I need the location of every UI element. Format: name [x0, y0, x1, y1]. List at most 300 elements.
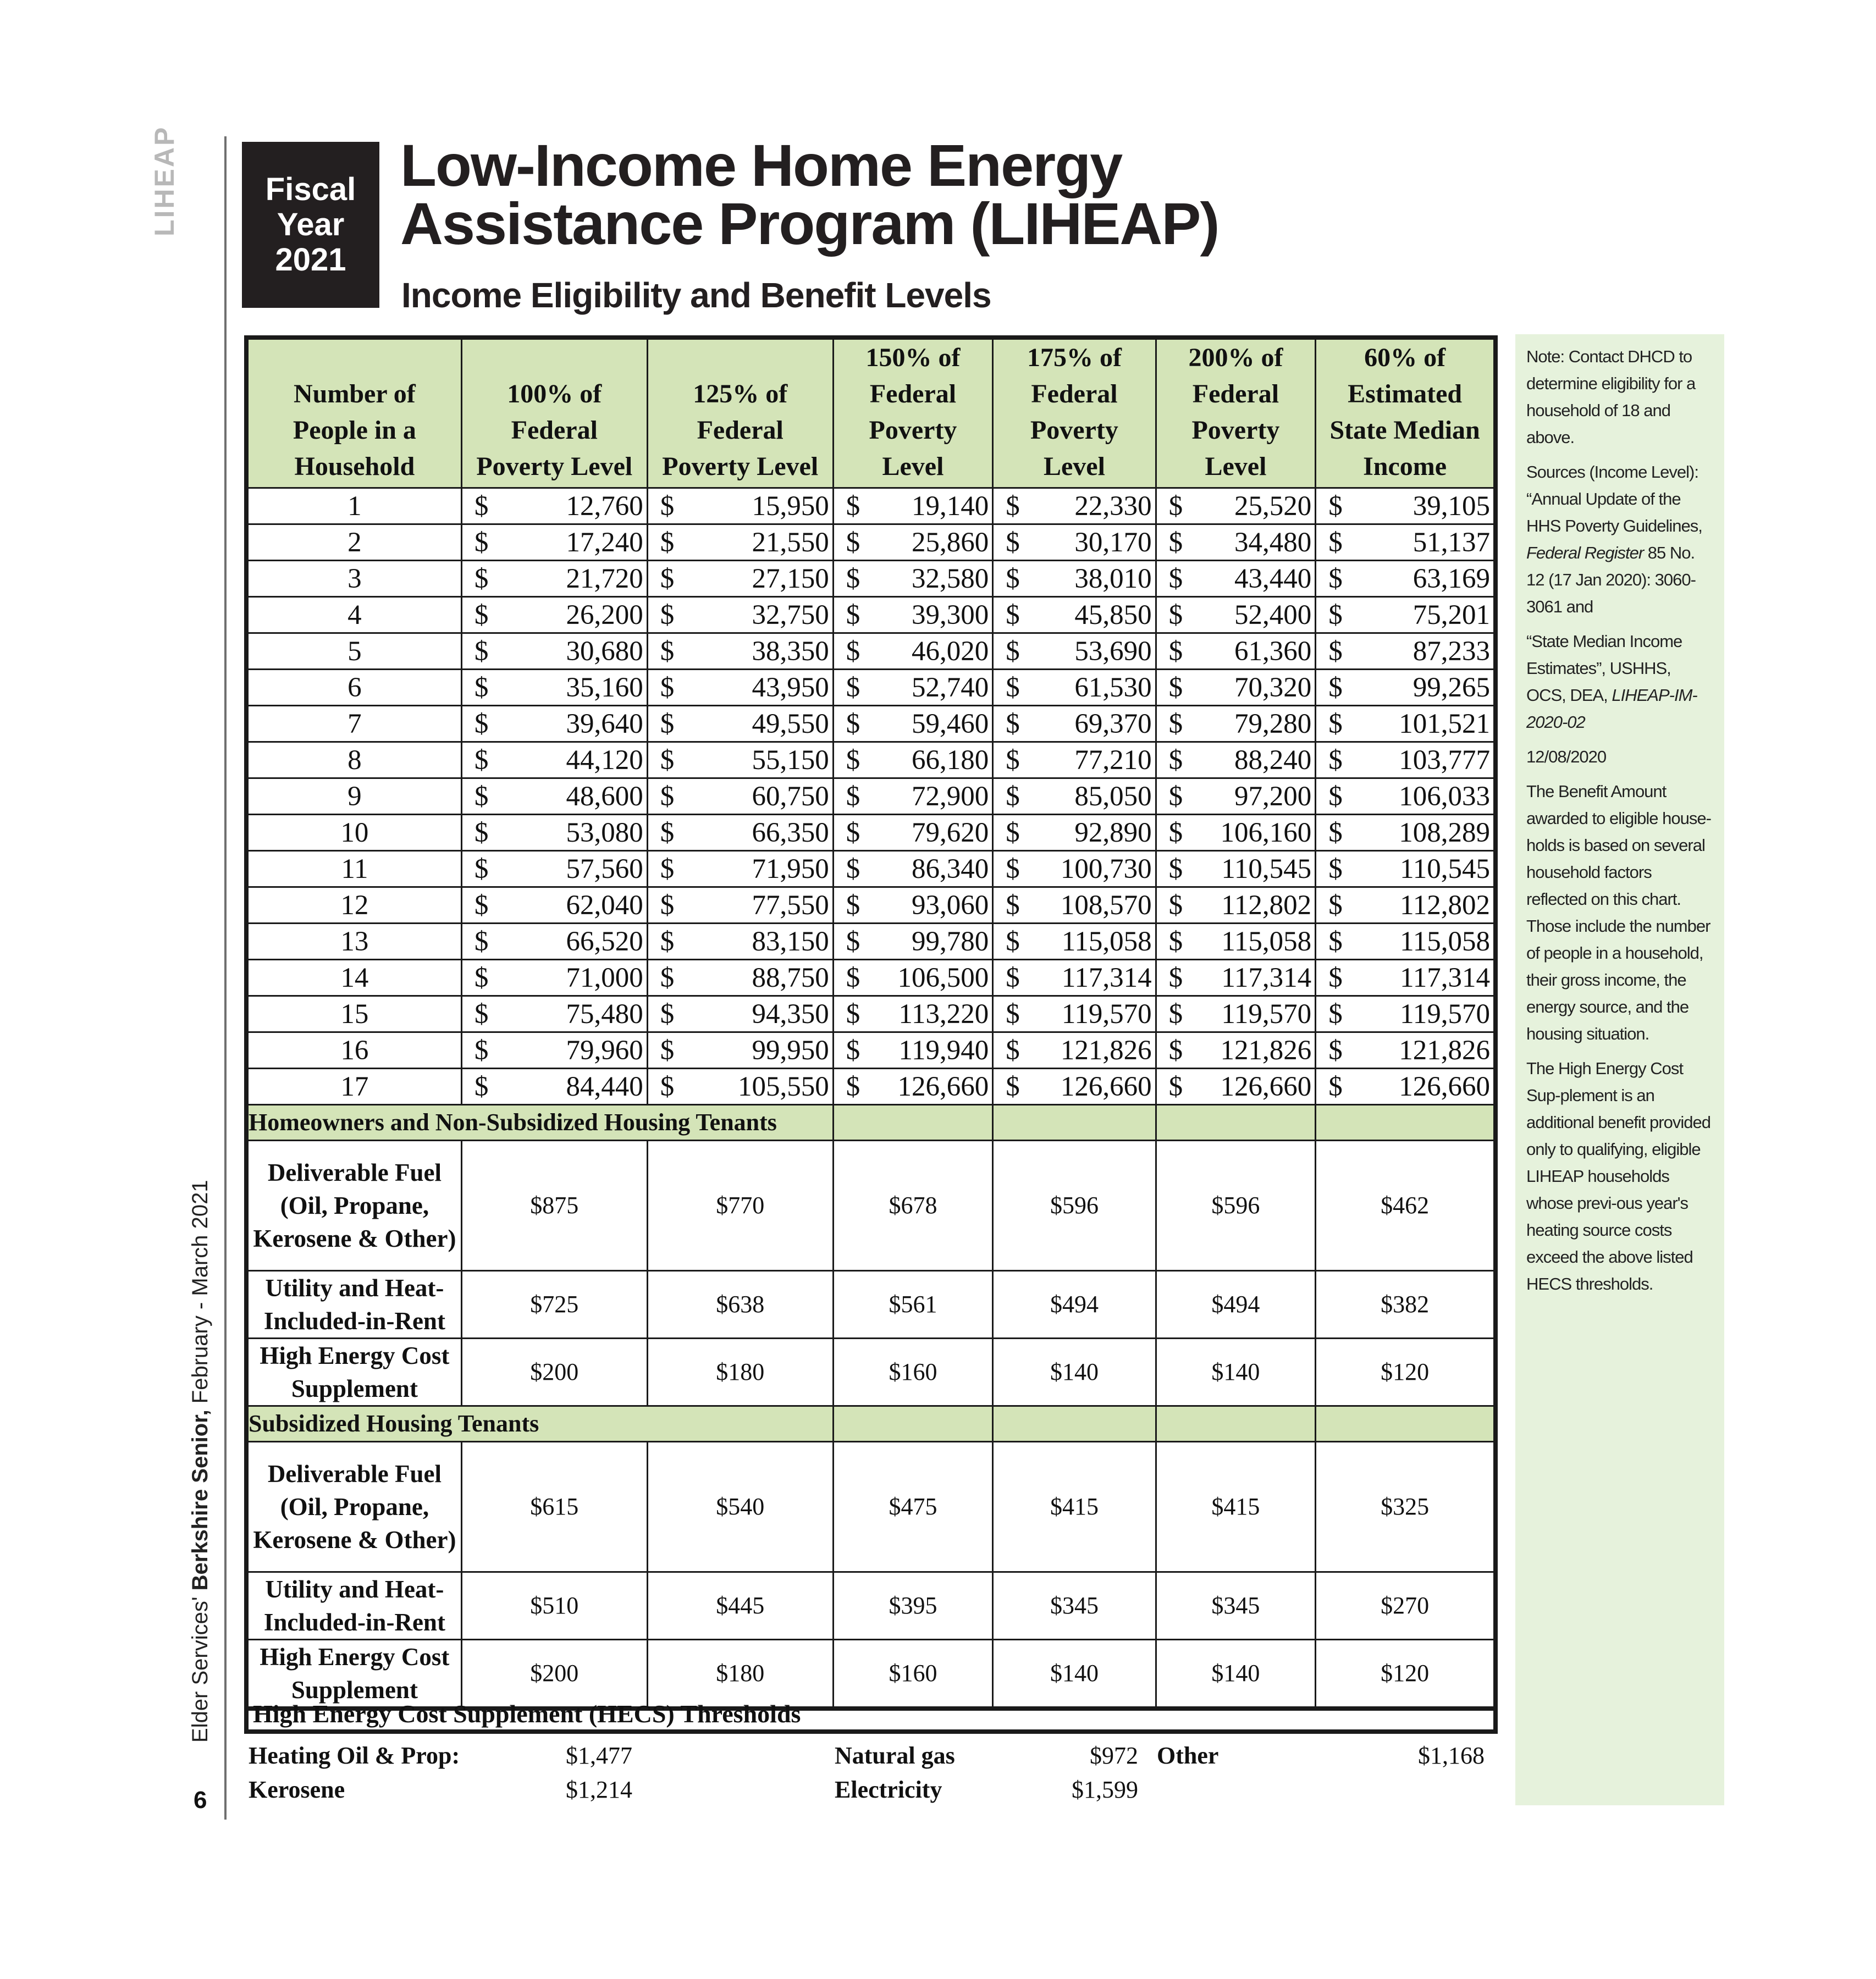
income-cell [461, 488, 647, 524]
currency-symbol: $ [474, 1071, 489, 1102]
caption-prefix: Elder Services' [188, 1596, 212, 1743]
currency-symbol: $ [1328, 563, 1343, 594]
currency-symbol: $ [1006, 708, 1020, 739]
income-cell [461, 960, 647, 996]
benefit-amount: $596 [993, 1141, 1156, 1271]
income-cell [833, 597, 993, 633]
money-value [648, 853, 832, 886]
income-cell [993, 851, 1156, 887]
table-row [246, 996, 1496, 1032]
amount: 52,740 [911, 672, 989, 703]
benefit-amount: $770 [647, 1141, 833, 1271]
amount: 112,802 [1400, 889, 1490, 921]
amount: 34,480 [1234, 527, 1312, 558]
amount: 70,320 [1234, 672, 1312, 703]
homeowner-benefits [246, 1105, 1496, 1406]
currency-symbol: $ [660, 744, 675, 776]
currency-symbol: $ [1328, 998, 1343, 1030]
benefit-amount: $475 [833, 1442, 993, 1572]
column-header-line: Estimated [1348, 379, 1463, 408]
benefit-row [246, 1640, 1496, 1709]
currency-symbol: $ [474, 744, 489, 776]
income-cell [647, 597, 833, 633]
money-value [648, 671, 832, 704]
income-cell [1316, 561, 1496, 597]
currency-symbol: $ [474, 635, 489, 667]
section-header-cell [993, 1406, 1156, 1442]
money-value [648, 816, 832, 849]
table-row [246, 924, 1496, 960]
money-value [994, 780, 1155, 813]
hecs-electricity-label: Electricity [835, 1776, 942, 1803]
amount: 39,105 [1412, 490, 1490, 522]
benefit-amount: $120 [1316, 1640, 1496, 1709]
amount: 103,777 [1399, 744, 1490, 776]
section-header-cell [833, 1406, 993, 1442]
currency-symbol: $ [846, 599, 860, 631]
currency-symbol: $ [1328, 635, 1343, 667]
money-value [834, 635, 992, 668]
income-cell [993, 524, 1156, 561]
income-cell [993, 1069, 1156, 1105]
income-cell [993, 706, 1156, 742]
income-cell [833, 706, 993, 742]
hecs-other-label: Other [1157, 1742, 1219, 1769]
benefit-amount: $345 [1156, 1572, 1316, 1640]
currency-symbol: $ [846, 1035, 860, 1066]
currency-symbol: $ [474, 490, 489, 522]
amount: 85,050 [1074, 781, 1152, 812]
currency-symbol: $ [660, 1071, 675, 1102]
note-hecs: The High Energy Cost Sup-plement is an additional benefit provided only to qualifying, eligible LIHEAP households whose previ-ous year's heating source costs exceed the above listed HECS thresholds. [1526, 1059, 1711, 1293]
amount: 69,370 [1074, 708, 1152, 739]
currency-symbol: $ [474, 708, 489, 739]
currency-symbol: $ [1168, 781, 1183, 812]
amount: 75,480 [566, 998, 643, 1030]
household-size-cell: 10 [246, 815, 461, 851]
income-cell [833, 887, 993, 924]
benefit-type-line: Kerosene & Other) [253, 1526, 456, 1554]
currency-symbol: $ [660, 672, 675, 703]
income-cell [993, 960, 1156, 996]
currency-symbol: $ [846, 708, 860, 739]
currency-symbol: $ [1168, 853, 1183, 885]
money-value [994, 1034, 1155, 1067]
currency-symbol: $ [1006, 889, 1020, 921]
column-header [246, 338, 461, 488]
amount: 106,500 [897, 962, 989, 993]
income-cell [1156, 778, 1316, 815]
income-cell [1156, 633, 1316, 670]
income-cell [833, 633, 993, 670]
amount: 88,240 [1234, 744, 1312, 776]
hecs-natural-gas-value: $972 [1090, 1742, 1138, 1769]
notes-panel [1515, 334, 1724, 1805]
money-value [834, 707, 992, 740]
amount: 43,440 [1234, 563, 1312, 594]
benefit-amount: $596 [1156, 1141, 1316, 1271]
income-cell [1156, 1069, 1316, 1105]
currency-symbol: $ [660, 998, 675, 1030]
income-cell [461, 706, 647, 742]
benefit-amount: $120 [1316, 1339, 1496, 1406]
hecs-electricity-value: $1,599 [1072, 1776, 1138, 1803]
money-value [1157, 780, 1315, 813]
benefit-amount: $382 [1316, 1271, 1496, 1339]
amount: 101,521 [1399, 708, 1490, 739]
money-value [462, 816, 647, 849]
amount: 32,580 [911, 563, 989, 594]
currency-symbol: $ [846, 853, 860, 885]
income-cell [1156, 561, 1316, 597]
household-size-cell: 12 [246, 887, 461, 924]
section-tag: LIHEAP [149, 125, 180, 236]
income-cell [647, 561, 833, 597]
currency-symbol: $ [1328, 853, 1343, 885]
amount: 93,060 [911, 889, 989, 921]
amount: 79,620 [911, 817, 989, 848]
amount: 43,950 [752, 672, 829, 703]
household-size-cell: 13 [246, 924, 461, 960]
money-value [462, 599, 647, 632]
currency-symbol: $ [1168, 744, 1183, 776]
amount: 66,520 [566, 926, 643, 957]
amount: 83,150 [752, 926, 829, 957]
money-value [462, 562, 647, 595]
note-contact: Note: Contact DHCD to determine eligibility for a household of 18 and above. [1526, 347, 1696, 447]
currency-symbol: $ [846, 563, 860, 594]
benefit-amount: $615 [461, 1442, 647, 1572]
income-cell [1316, 1032, 1496, 1069]
amount: 25,520 [1234, 490, 1312, 522]
amount: 105,550 [737, 1071, 829, 1102]
benefit-type-label [246, 1141, 461, 1271]
income-eligibility-table [244, 335, 1498, 1711]
currency-symbol: $ [846, 889, 860, 921]
table-row [246, 670, 1496, 706]
amount: 62,040 [566, 889, 643, 921]
currency-symbol: $ [1168, 635, 1183, 667]
benefit-type-line: Deliverable Fuel [267, 1159, 442, 1186]
income-cell [993, 561, 1156, 597]
currency-symbol: $ [474, 962, 489, 993]
amount: 88,750 [752, 962, 829, 993]
income-cell [1156, 706, 1316, 742]
amount: 99,780 [911, 926, 989, 957]
income-cell [1156, 1032, 1316, 1069]
benefit-amount: $325 [1316, 1442, 1496, 1572]
income-cell [833, 815, 993, 851]
column-header [1156, 338, 1316, 488]
currency-symbol: $ [474, 998, 489, 1030]
currency-symbol: $ [474, 672, 489, 703]
benefit-amount: $875 [461, 1141, 647, 1271]
income-cell [461, 633, 647, 670]
currency-symbol: $ [1328, 708, 1343, 739]
income-cell [993, 996, 1156, 1032]
column-header-line: 125% of [693, 379, 788, 408]
currency-symbol: $ [660, 599, 675, 631]
amount: 97,200 [1234, 781, 1312, 812]
income-cell [647, 742, 833, 778]
currency-symbol: $ [660, 1035, 675, 1066]
money-value [648, 1034, 832, 1067]
money-value [648, 707, 832, 740]
household-size-cell: 16 [246, 1032, 461, 1069]
money-value [1157, 490, 1315, 523]
page-title [400, 132, 1280, 257]
amount: 30,170 [1074, 527, 1152, 558]
income-cell [833, 778, 993, 815]
benefit-amount: $415 [993, 1442, 1156, 1572]
currency-symbol: $ [660, 926, 675, 957]
income-cell [461, 670, 647, 706]
column-header-line: Level [1205, 452, 1267, 481]
household-size-cell: 17 [246, 1069, 461, 1105]
money-value [1157, 816, 1315, 849]
amount: 71,950 [752, 853, 829, 885]
income-cell [1156, 524, 1316, 561]
income-cell [833, 960, 993, 996]
note-sources-text: 85 No. 12 (17 Jan 2020): 3060-3061 and [1526, 543, 1696, 616]
money-value [1316, 925, 1493, 958]
income-cell [1316, 633, 1496, 670]
money-value [1316, 998, 1493, 1031]
section-header-cell [1316, 1105, 1496, 1141]
column-header-line: Federal [869, 379, 957, 408]
household-size-cell: 15 [246, 996, 461, 1032]
amount: 63,169 [1412, 563, 1490, 594]
money-value [648, 526, 832, 559]
benefit-amount: $200 [461, 1640, 647, 1709]
column-header-line: Federal [697, 416, 783, 445]
money-value [648, 998, 832, 1031]
benefit-amount: $494 [1156, 1271, 1316, 1339]
income-cell [1156, 597, 1316, 633]
currency-symbol: $ [1168, 708, 1183, 739]
money-value [1157, 853, 1315, 886]
amount: 121,826 [1220, 1035, 1312, 1066]
amount: 61,360 [1234, 635, 1312, 667]
amount: 99,950 [752, 1035, 829, 1066]
caption-date: February - March 2021 [188, 1180, 212, 1404]
money-value [1316, 853, 1493, 886]
money-value [1157, 707, 1315, 740]
money-value [834, 853, 992, 886]
income-cell [1156, 960, 1316, 996]
income-cell [833, 924, 993, 960]
money-value [462, 780, 647, 813]
benefit-type-label [246, 1640, 461, 1709]
money-value [994, 853, 1155, 886]
currency-symbol: $ [1168, 563, 1183, 594]
income-cell [647, 851, 833, 887]
amount: 19,140 [911, 490, 989, 522]
column-header-line: Poverty Level [662, 452, 819, 481]
household-size-cell: 5 [246, 633, 461, 670]
amount: 77,210 [1074, 744, 1152, 776]
benefit-type-line: Utility and Heat- [265, 1274, 444, 1302]
money-value [462, 853, 647, 886]
currency-symbol: $ [660, 490, 675, 522]
currency-symbol: $ [1168, 1035, 1183, 1066]
household-size-cell: 8 [246, 742, 461, 778]
income-cell [461, 778, 647, 815]
section-title: Homeowners and Non-Subsidized Housing Tenants [246, 1105, 833, 1141]
household-size-cell: 11 [246, 851, 461, 887]
money-value [1316, 562, 1493, 595]
money-value [834, 925, 992, 958]
income-cell [461, 1032, 647, 1069]
income-cell [461, 851, 647, 887]
currency-symbol: $ [1168, 962, 1183, 993]
currency-symbol: $ [1006, 926, 1020, 957]
currency-symbol: $ [1006, 781, 1020, 812]
money-value [994, 707, 1155, 740]
note-sources-italic: Federal Register [1526, 543, 1644, 562]
income-cell [1316, 524, 1496, 561]
household-size-cell: 14 [246, 960, 461, 996]
currency-symbol: $ [474, 889, 489, 921]
money-value [648, 780, 832, 813]
amount: 53,080 [566, 817, 643, 848]
currency-symbol: $ [1328, 599, 1343, 631]
money-value [1316, 526, 1493, 559]
money-value [1316, 816, 1493, 849]
money-value [834, 671, 992, 704]
currency-symbol: $ [1168, 1071, 1183, 1102]
note-smi-source [1526, 628, 1713, 736]
column-header [647, 338, 833, 488]
income-cell [1156, 887, 1316, 924]
benefit-type-line: Deliverable Fuel [267, 1460, 442, 1488]
table-row [246, 706, 1496, 742]
income-cell [1156, 815, 1316, 851]
section-header-row [246, 1406, 1496, 1442]
amount: 35,160 [566, 672, 643, 703]
subsidized-benefits [246, 1406, 1496, 1709]
currency-symbol: $ [1006, 1035, 1020, 1066]
benefit-amount: $494 [993, 1271, 1156, 1339]
table-row [246, 597, 1496, 633]
benefit-type-line: Included-in-Rent [263, 1307, 445, 1335]
money-value [834, 490, 992, 523]
money-value [1157, 998, 1315, 1031]
income-cell [647, 996, 833, 1032]
table-row [246, 1069, 1496, 1105]
amount: 53,690 [1074, 635, 1152, 667]
benefit-amount: $160 [833, 1640, 993, 1709]
income-cell [993, 597, 1156, 633]
money-value [462, 490, 647, 523]
benefit-type-line: Supplement [291, 1375, 418, 1402]
money-value [994, 998, 1155, 1031]
money-value [1316, 635, 1493, 668]
amount: 21,550 [752, 527, 829, 558]
currency-symbol: $ [1006, 527, 1020, 558]
currency-symbol: $ [660, 962, 675, 993]
benefit-row [246, 1442, 1496, 1572]
amount: 72,900 [911, 781, 989, 812]
currency-symbol: $ [660, 563, 675, 594]
section-header-cell [993, 1105, 1156, 1141]
money-value [1316, 707, 1493, 740]
table-row [246, 561, 1496, 597]
currency-symbol: $ [1168, 490, 1183, 522]
income-cell [833, 851, 993, 887]
margin-rule [224, 136, 227, 1820]
income-cell [993, 633, 1156, 670]
currency-symbol: $ [1006, 490, 1020, 522]
benefit-amount: $445 [647, 1572, 833, 1640]
currency-symbol: $ [660, 635, 675, 667]
income-cell [461, 815, 647, 851]
money-value [648, 1070, 832, 1103]
benefit-amount: $395 [833, 1572, 993, 1640]
money-value [994, 925, 1155, 958]
amount: 110,545 [1400, 853, 1490, 885]
money-value [834, 780, 992, 813]
amount: 26,200 [566, 599, 643, 631]
money-value [994, 635, 1155, 668]
currency-symbol: $ [1006, 817, 1020, 848]
currency-symbol: $ [1168, 527, 1183, 558]
column-header-line: Income [1363, 452, 1447, 481]
amount: 86,340 [911, 853, 989, 885]
amount: 112,802 [1221, 889, 1312, 921]
benefit-type-line: Supplement [291, 1676, 418, 1704]
money-value [462, 889, 647, 922]
money-value [648, 562, 832, 595]
money-value [648, 961, 832, 994]
benefit-row [246, 1339, 1496, 1406]
column-header-line: Federal [1192, 379, 1279, 408]
amount: 126,660 [1399, 1071, 1490, 1102]
money-value [462, 998, 647, 1031]
title-line-1: Low-Income Home Energy [400, 132, 1122, 198]
money-value [994, 744, 1155, 777]
income-cell [1316, 488, 1496, 524]
money-value [994, 526, 1155, 559]
currency-symbol: $ [846, 527, 860, 558]
income-cell [1316, 597, 1496, 633]
column-header-line: Federal [1031, 379, 1118, 408]
currency-symbol: $ [474, 563, 489, 594]
income-cell [993, 1032, 1156, 1069]
currency-symbol: $ [1328, 1035, 1343, 1066]
amount: 71,000 [566, 962, 643, 993]
currency-symbol: $ [660, 527, 675, 558]
benefit-amount: $540 [647, 1442, 833, 1572]
amount: 38,010 [1074, 563, 1152, 594]
amount: 119,570 [1061, 998, 1152, 1030]
amount: 106,033 [1399, 781, 1490, 812]
fiscal-year-badge [242, 142, 379, 308]
income-cell [1316, 960, 1496, 996]
money-value [648, 490, 832, 523]
column-header [1316, 338, 1496, 488]
currency-symbol: $ [474, 926, 489, 957]
benefit-type-line: Included-in-Rent [263, 1608, 445, 1636]
page-footer-caption [188, 1180, 221, 1743]
amount: 110,545 [1221, 853, 1312, 885]
table-row [246, 778, 1496, 815]
currency-symbol: $ [846, 744, 860, 776]
money-value [994, 599, 1155, 632]
table-row [246, 633, 1496, 670]
money-value [462, 744, 647, 777]
money-value [994, 490, 1155, 523]
